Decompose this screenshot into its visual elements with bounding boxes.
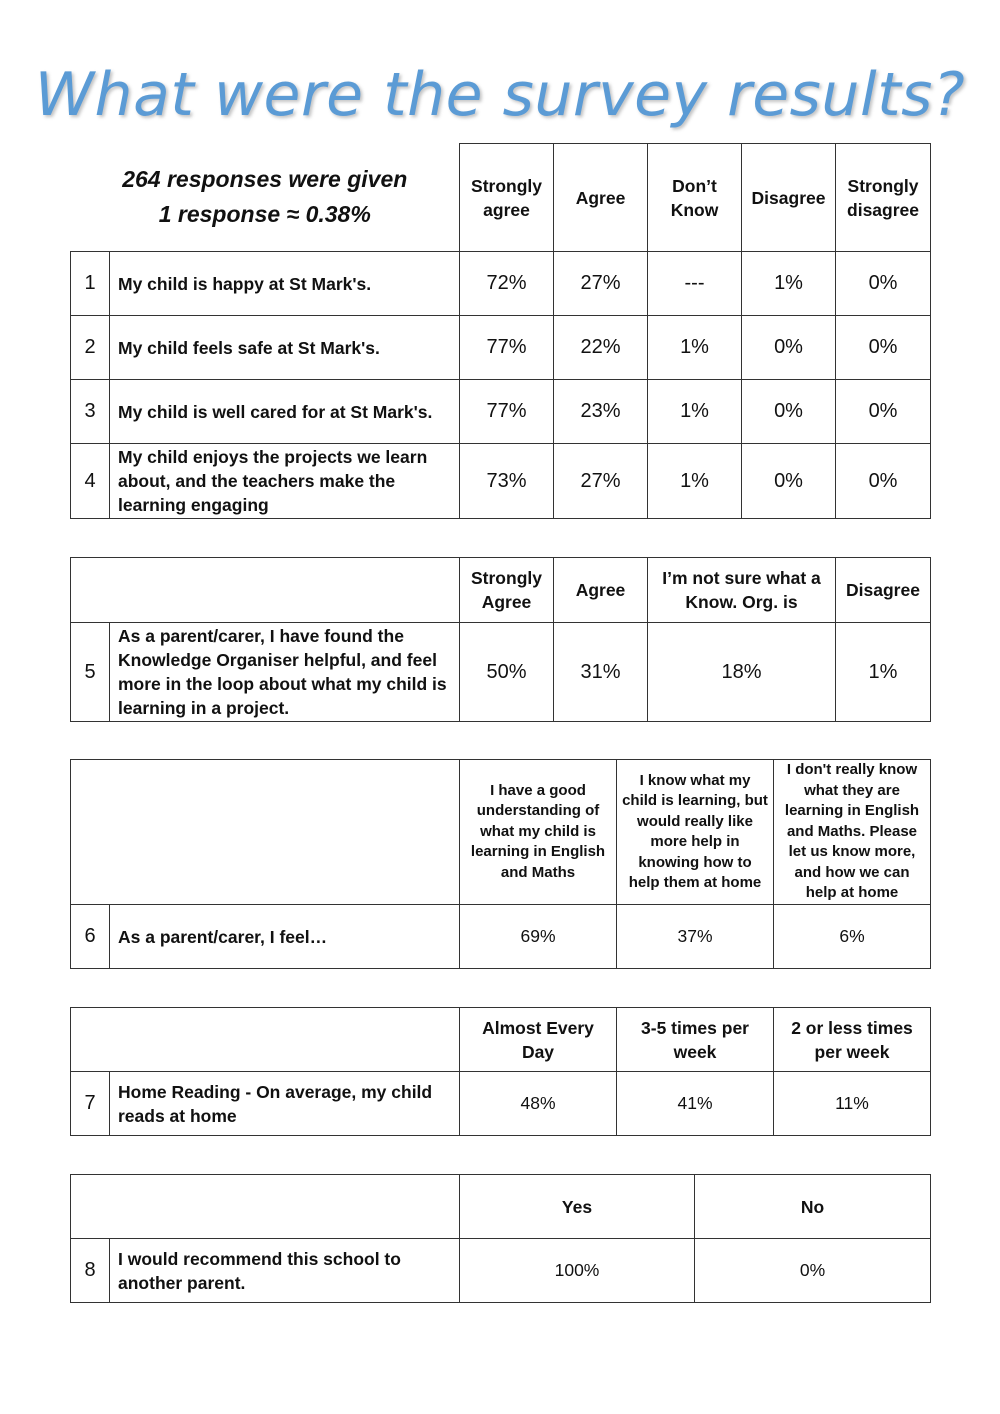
row-number: 6	[71, 905, 110, 969]
value-cell: 69%	[460, 905, 617, 969]
row-number: 1	[71, 252, 110, 316]
header-strongly-agree: Strongly Agree	[460, 558, 554, 623]
header-disagree: Disagree	[836, 558, 931, 623]
row-number: 4	[71, 444, 110, 519]
row-number: 2	[71, 316, 110, 380]
responses-count: 264 responses were given	[122, 166, 408, 193]
table-row	[71, 252, 931, 316]
header-yes: Yes	[460, 1175, 695, 1239]
page-title: What were the survey results?	[34, 60, 966, 130]
header-good-understanding: I have a good understanding of what my child is learning in English and Maths	[460, 760, 617, 905]
question-text: My child is well cared for at St Mark's.	[110, 380, 460, 444]
header-agree: Agree	[554, 558, 648, 623]
survey-table-3	[70, 759, 931, 969]
value-cell: 1%	[836, 623, 931, 722]
table-row	[71, 380, 931, 444]
value-cell: 37%	[617, 905, 774, 969]
survey-table-5	[70, 1174, 931, 1303]
header-agree: Agree	[554, 144, 648, 252]
header-dont-know: Don’t Know	[648, 144, 742, 252]
value-cell: 73%	[460, 444, 554, 519]
value-cell: 0%	[742, 380, 836, 444]
value-cell: 0%	[742, 444, 836, 519]
table-row	[71, 444, 931, 519]
value-cell: 1%	[648, 380, 742, 444]
header-almost-every-day: Almost Every Day	[460, 1008, 617, 1072]
survey-table-1	[70, 143, 931, 519]
empty-header-cell	[71, 760, 460, 905]
question-text: As a parent/carer, I have found the Knowledge Organiser helpful, and feel more in the loop about what my child is learning in a project.	[110, 623, 460, 722]
header-2-or-less: 2 or less times per week	[774, 1008, 931, 1072]
value-cell: 48%	[460, 1072, 617, 1136]
header-disagree: Disagree	[742, 144, 836, 252]
value-cell: 18%	[648, 623, 836, 722]
row-number: 7	[71, 1072, 110, 1136]
question-text: My child enjoys the projects we learn about, and the teachers make the learning engaging	[110, 444, 460, 519]
value-cell: 0%	[836, 252, 931, 316]
row-number: 8	[71, 1239, 110, 1303]
value-cell: 0%	[836, 380, 931, 444]
response-percentage: 1 response ≈ 0.38%	[158, 201, 371, 228]
table-row	[71, 1239, 931, 1303]
question-text: My child feels safe at St Mark's.	[110, 316, 460, 380]
question-text: Home Reading - On average, my child reads at home	[110, 1072, 460, 1136]
value-cell: 77%	[460, 316, 554, 380]
intro-block	[71, 144, 460, 252]
table-row	[71, 1072, 931, 1136]
value-cell: 0%	[742, 316, 836, 380]
row-number: 3	[71, 380, 110, 444]
question-text: My child is happy at St Mark's.	[110, 252, 460, 316]
header-not-sure: I’m not sure what a Know. Org. is	[648, 558, 836, 623]
table-row	[71, 316, 931, 380]
question-text: As a parent/carer, I feel…	[110, 905, 460, 969]
value-cell: 72%	[460, 252, 554, 316]
empty-header-cell	[71, 1008, 460, 1072]
value-cell: 50%	[460, 623, 554, 722]
value-cell: 31%	[554, 623, 648, 722]
value-cell: 1%	[742, 252, 836, 316]
value-cell: 100%	[460, 1239, 695, 1303]
header-dont-know: I don't really know what they are learning in English and Maths. Please let us know more, and how we can help at home	[774, 760, 931, 905]
value-cell: 1%	[648, 444, 742, 519]
empty-header-cell	[71, 1175, 460, 1239]
value-cell: ---	[648, 252, 742, 316]
value-cell: 1%	[648, 316, 742, 380]
value-cell: 0%	[836, 316, 931, 380]
value-cell: 22%	[554, 316, 648, 380]
value-cell: 0%	[836, 444, 931, 519]
header-want-more-help: I know what my child is learning, but would really like more help in knowing how to help them at home	[617, 760, 774, 905]
survey-table-2	[70, 557, 931, 722]
table-row	[71, 905, 931, 969]
header-strongly-agree: Strongly agree	[460, 144, 554, 252]
table-row	[71, 623, 931, 722]
value-cell: 6%	[774, 905, 931, 969]
question-text: I would recommend this school to another parent.	[110, 1239, 460, 1303]
value-cell: 11%	[774, 1072, 931, 1136]
value-cell: 41%	[617, 1072, 774, 1136]
header-3-5-times: 3-5 times per week	[617, 1008, 774, 1072]
value-cell: 23%	[554, 380, 648, 444]
value-cell: 77%	[460, 380, 554, 444]
survey-table-4	[70, 1007, 931, 1136]
value-cell: 0%	[695, 1239, 931, 1303]
header-strongly-disagree: Strongly disagree	[836, 144, 931, 252]
row-number: 5	[71, 623, 110, 722]
empty-header-cell	[71, 558, 460, 623]
value-cell: 27%	[554, 252, 648, 316]
header-no: No	[695, 1175, 931, 1239]
value-cell: 27%	[554, 444, 648, 519]
